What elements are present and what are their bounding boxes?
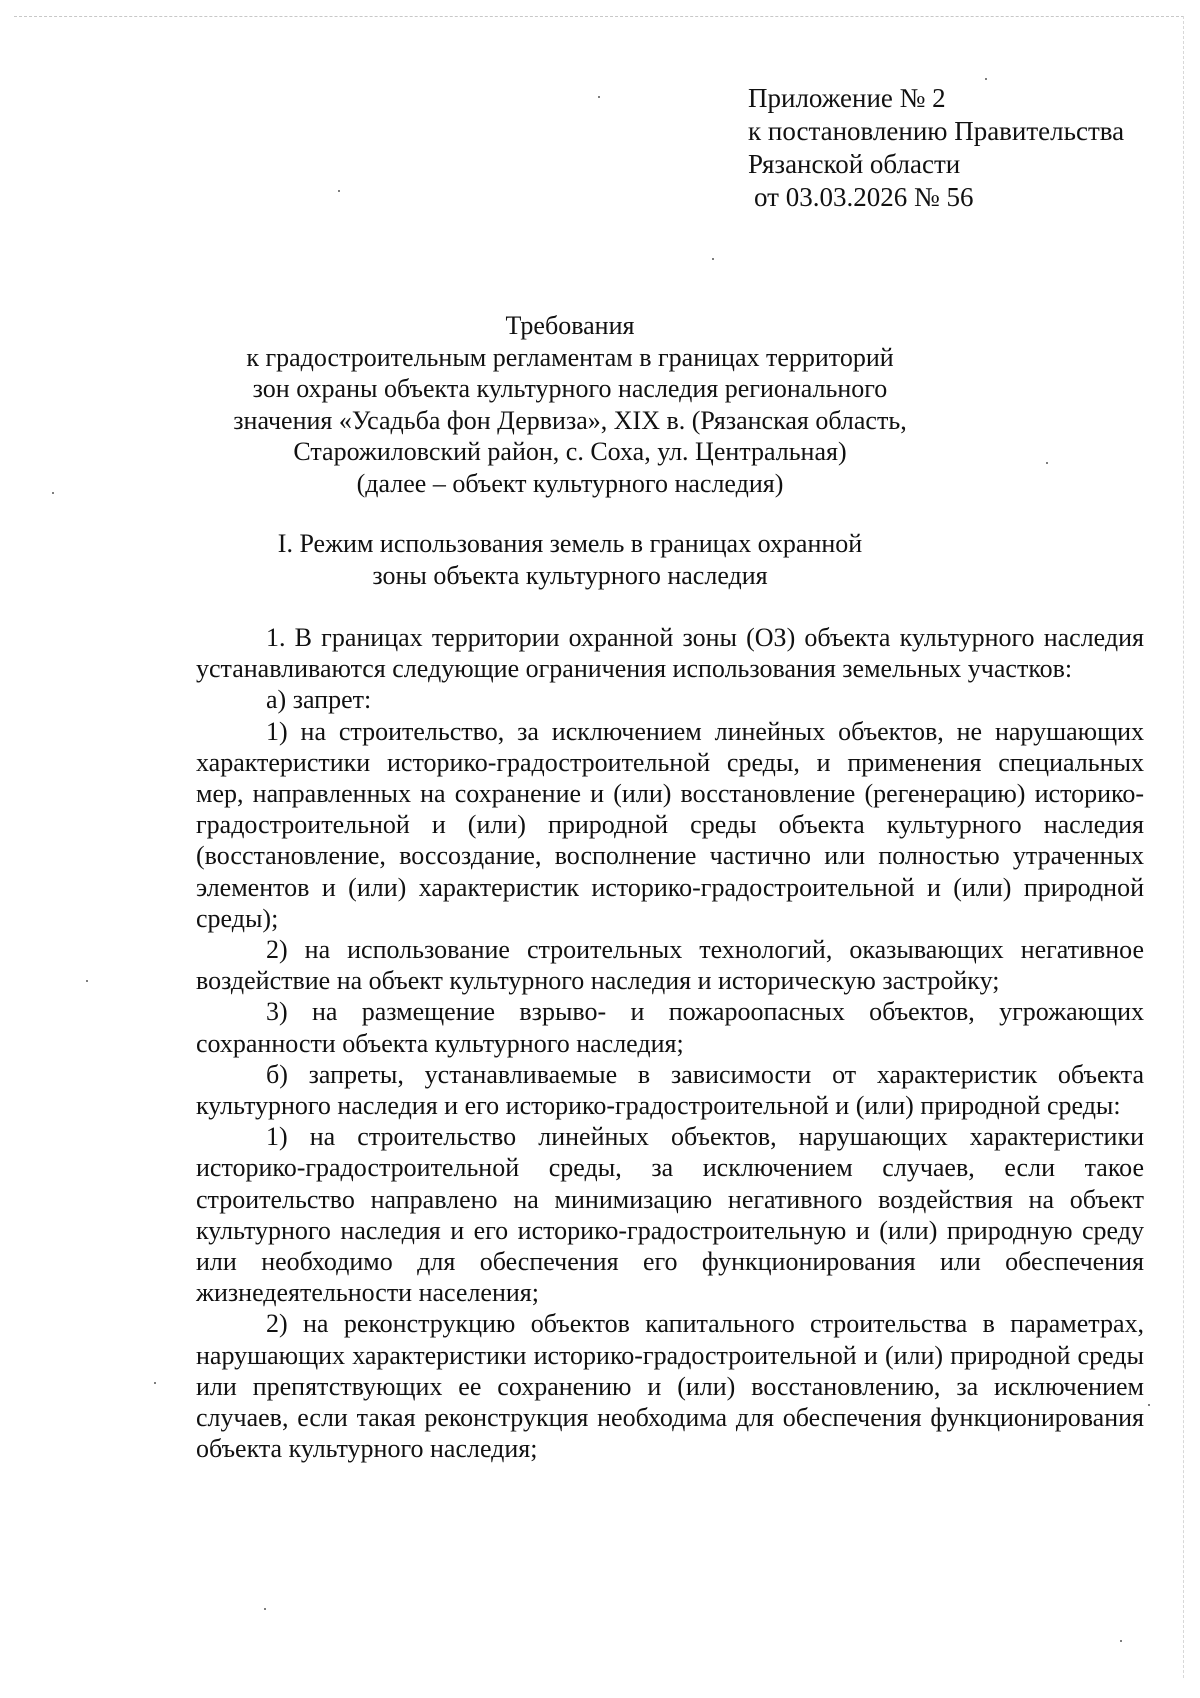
- paragraph: б) запреты, устанавливаемые в зависимости от характеристик объекта культурного наследия и его историко-градостроительной и (или) природной среды:: [196, 1059, 1144, 1121]
- appendix-date: от 03.03.2026 № 56: [754, 182, 974, 212]
- paragraph: 1) на строительство линейных объектов, нарушающих характеристики историко-градостроительной среды, за исключением случаев, если такое строительство направлено на минимизацию негативного воздействия на объект культурного наследия и его историко-градостроительную и (или) природную среду или необходимо для обеспечения его функционирования или обеспечения жизнедеятельности населения;: [196, 1122, 1144, 1308]
- scan-speck: [1120, 1640, 1122, 1642]
- title-line: Старожиловский район, с. Соха, ул. Центральная): [293, 437, 847, 466]
- paragraph: 1) на строительство, за исключением линейных объектов, не нарушающих характеристики историко-градостроительной среды, и применения специальных мер, направленных на сохранение и (или) восстановление (регенерацию) историко-градостроительной и (или) природной среды объекта культурного наследия (восстановление, воссоздание, восполнение частично или полностью утраченных элементов и (или) характеристик историко-градостроительной и (или) природной среды);: [196, 716, 1144, 933]
- paragraph: 1. В границах территории охранной зоны (ОЗ) объекта культурного наследия устанавливаются следующие ограничения использования земельных участков:: [196, 623, 1144, 684]
- appendix-header: [748, 82, 1124, 214]
- title-line: зон охраны объекта культурного наследия регионального: [252, 374, 888, 403]
- title-line: к градостроительным регламентам в границах территорий: [246, 342, 894, 372]
- scan-speck: [985, 78, 987, 80]
- scan-speck: [1046, 462, 1048, 464]
- document-body: [196, 622, 1144, 1464]
- scan-speck: [1148, 1404, 1150, 1406]
- paragraph: 2) на реконструкцию объектов капитального строительства в параметрах, нарушающих характеристики историко-градостроительной и (или) природной среды или препятствующих ее сохранению и (или) восстановлению, за исключением случаев, если такая реконструкция необходима для обеспечения функционирования объекта культурного наследия;: [196, 1309, 1144, 1464]
- title-line: Требования: [505, 311, 635, 340]
- section-heading: [180, 528, 960, 591]
- title-line: (далее – объект культурного наследия): [356, 468, 784, 498]
- scan-speck: [86, 980, 88, 982]
- paragraph: 3) на размещение взрыво- и пожароопасных объектов, угрожающих сохранности объекта культурного наследия;: [196, 997, 1144, 1058]
- appendix-resolution: к постановлению Правительства: [748, 116, 1125, 146]
- document-title: [180, 310, 960, 499]
- section-heading-line: зоны объекта культурного наследия: [372, 560, 768, 590]
- title-line: значения «Усадьба фон Дервиза», XIX в. (Рязанская область,: [233, 405, 907, 435]
- appendix-number: Приложение № 2: [748, 83, 946, 113]
- scan-edge-right: [1183, 16, 1184, 1678]
- scan-speck: [338, 190, 340, 192]
- section-heading-line: I. Режим использования земель в границах охранной: [277, 529, 863, 558]
- scan-speck: [598, 96, 600, 98]
- appendix-region: Рязанской области: [748, 149, 961, 179]
- scan-speck: [154, 1382, 156, 1384]
- paragraph: 2) на использование строительных технологий, оказывающих негативное воздействие на объект культурного наследия и историческую застройку;: [196, 935, 1144, 996]
- scan-speck: [264, 1608, 266, 1610]
- paragraph: а) запрет:: [266, 685, 372, 715]
- scan-speck: [712, 258, 714, 260]
- scan-speck: [52, 492, 54, 494]
- scan-edge-top: [14, 16, 1184, 17]
